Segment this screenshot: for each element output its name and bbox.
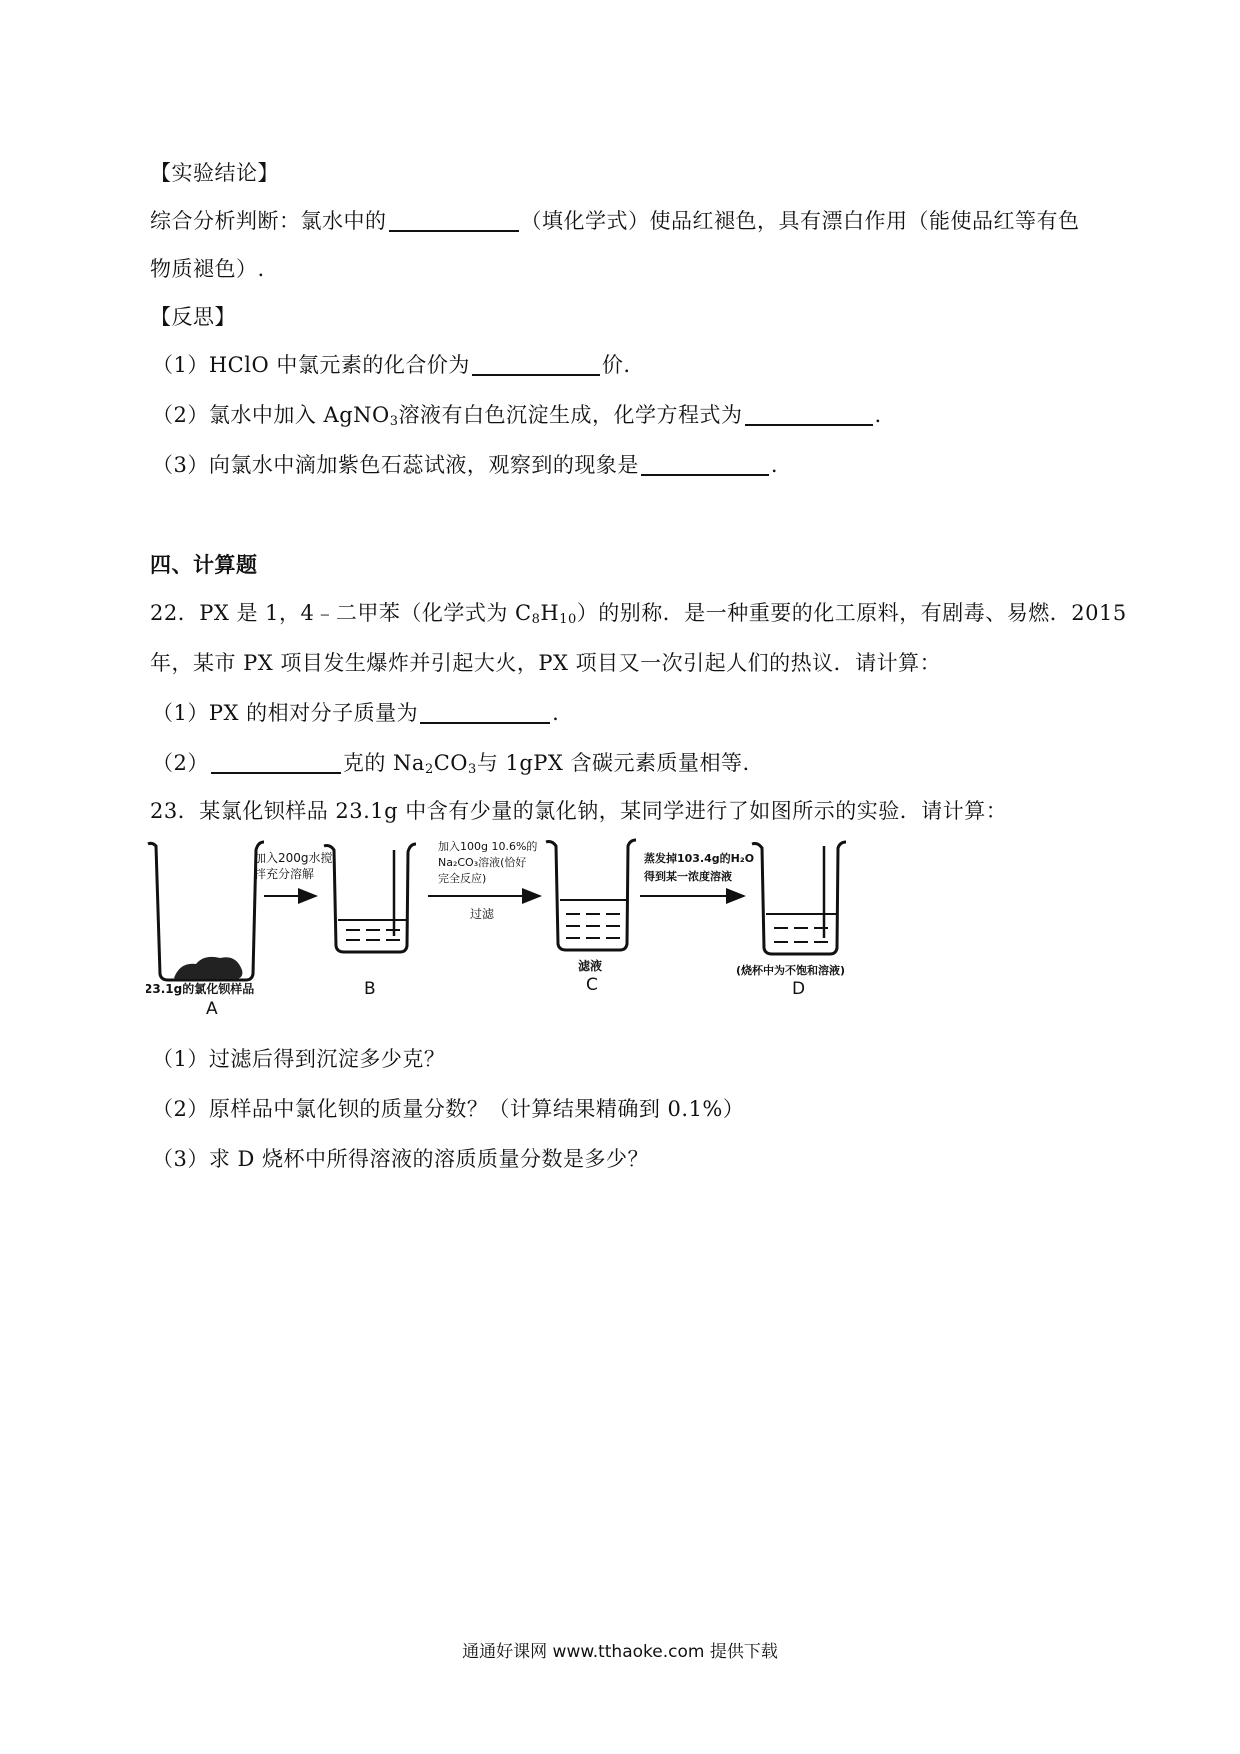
letter-d: D: [792, 979, 806, 999]
q23-part-1: （1）过滤后得到沉淀多少克？: [152, 1047, 446, 1071]
sample-label: 23.1g的氯化钡样品: [146, 982, 255, 996]
beaker-d: [752, 842, 846, 954]
q22-p2-co: CO: [433, 751, 469, 775]
conclusion-text-after: （填化学式）使品红褪色，具有漂白作用（能使品红等有色: [520, 209, 1080, 233]
q22-p2-blank[interactable]: [211, 750, 341, 774]
arrow2-label-3: 完全反应): [438, 872, 487, 885]
liquid-d: [766, 914, 836, 942]
conclusion-line-1: [150, 206, 1080, 236]
letter-b: B: [364, 979, 376, 999]
reflection-q2-blank[interactable]: [745, 402, 873, 426]
q22-line-1: [150, 598, 1127, 628]
beaker-c: [546, 840, 636, 950]
reflection-heading: 【反思】: [150, 305, 236, 329]
beaker-b: [324, 844, 416, 952]
arrow3-label-2: 得到某一浓度溶液: [644, 870, 732, 883]
q22-c-sub: 8: [531, 612, 541, 627]
q22-p1-blank[interactable]: [420, 700, 550, 724]
calc-section-heading: 四、计算题: [150, 553, 258, 577]
reflection-q1-after: 价.: [601, 353, 631, 377]
q22-h-sub: 10: [559, 612, 577, 627]
q23-intro: 23．某氯化钡样品 23.1g 中含有少量的氯化钠，某同学进行了如图所示的实验．请计算：: [150, 799, 1008, 823]
q22-line1-before: 22．PX 是 1，4﹣二甲苯（化学式为 C: [150, 601, 532, 625]
arrow1-label-1: 加入200g水搅: [254, 851, 333, 865]
q22-part-2: [152, 748, 750, 778]
q23-part-2: （2）原样品中氯化钡的质量分数？（计算结果精确到 0.1%）: [152, 1097, 745, 1121]
q22-p1-after: .: [552, 701, 560, 725]
reflection-q3-after: .: [770, 453, 779, 477]
reflection-q3-blank[interactable]: [641, 452, 769, 476]
arrow2-below: 过滤: [470, 907, 495, 921]
reflection-q1-blank[interactable]: [472, 352, 600, 376]
reflection-q3-before: （3）向氯水中滴加紫色石蕊试液，观察到的现象是: [152, 453, 639, 477]
q22-p2-mid: 克的 Na: [342, 751, 425, 775]
reflection-q2-mid: 溶液有白色沉淀生成，化学方程式为: [398, 403, 743, 427]
reflection-q2-before: （2）氯水中加入 AgNO: [152, 403, 390, 427]
q22-p2-sub1: 2: [424, 762, 434, 777]
reflection-q3: [152, 450, 778, 480]
arrow1-label-2: 拌充分溶解: [254, 867, 315, 881]
q22-h: H: [540, 601, 560, 625]
arrow2-label-2: Na₂CO₃溶液(恰好: [438, 856, 527, 869]
arrow3-label-1: 蒸发掉103.4g的H₂O: [644, 852, 755, 865]
letter-c: C: [586, 975, 598, 995]
experiment-figure: [146, 838, 968, 1020]
d-note: (烧杯中为不饱和溶液): [736, 964, 846, 977]
q22-line-2: 年，某市 PX 项目发生爆炸并引起大火，PX 项目又一次引起人们的热议．请计算：: [150, 651, 942, 675]
liquid-c: [560, 900, 626, 938]
reflection-q2: [152, 400, 882, 430]
reflection-q2-after: .: [874, 403, 882, 427]
letter-a: A: [206, 999, 218, 1019]
q22-line1-after: ）的别称．是一种重要的化工原料，有剧毒、易燃．2015: [576, 601, 1127, 625]
reflection-q1-before: （1）HClO 中氯元素的化合价为: [152, 353, 470, 377]
q23-part-3: （3）求 D 烧杯中所得溶液的溶质质量分数是多少？: [152, 1147, 650, 1171]
q22-p2-after: 与 1gPX 含碳元素质量相等.: [476, 751, 750, 775]
reflection-q1: [152, 350, 631, 380]
conclusion-text-before: 综合分析判断：氯水中的: [150, 209, 387, 233]
sample-solid: [174, 957, 242, 979]
conclusion-line-2: 物质褪色）.: [150, 257, 265, 281]
conclusion-heading: 【实验结论】: [150, 161, 279, 185]
q22-p1-before: （1）PX 的相对分子质量为: [152, 701, 419, 725]
q22-p2-sub2: 3: [468, 762, 477, 777]
q22-p2-before: （2）: [152, 751, 209, 775]
page-footer: 通通好课网 www.tthaoke.com 提供下载: [462, 1642, 778, 1662]
filtrate-label: 滤液: [578, 959, 603, 973]
experiment-diagram: [146, 838, 968, 1020]
liquid-b: [338, 920, 406, 940]
q22-part-1: [152, 698, 559, 728]
conclusion-blank[interactable]: [389, 208, 519, 232]
reflection-q2-sub: 3: [389, 414, 399, 429]
arrow2-label-1: 加入100g 10.6%的: [438, 840, 538, 853]
